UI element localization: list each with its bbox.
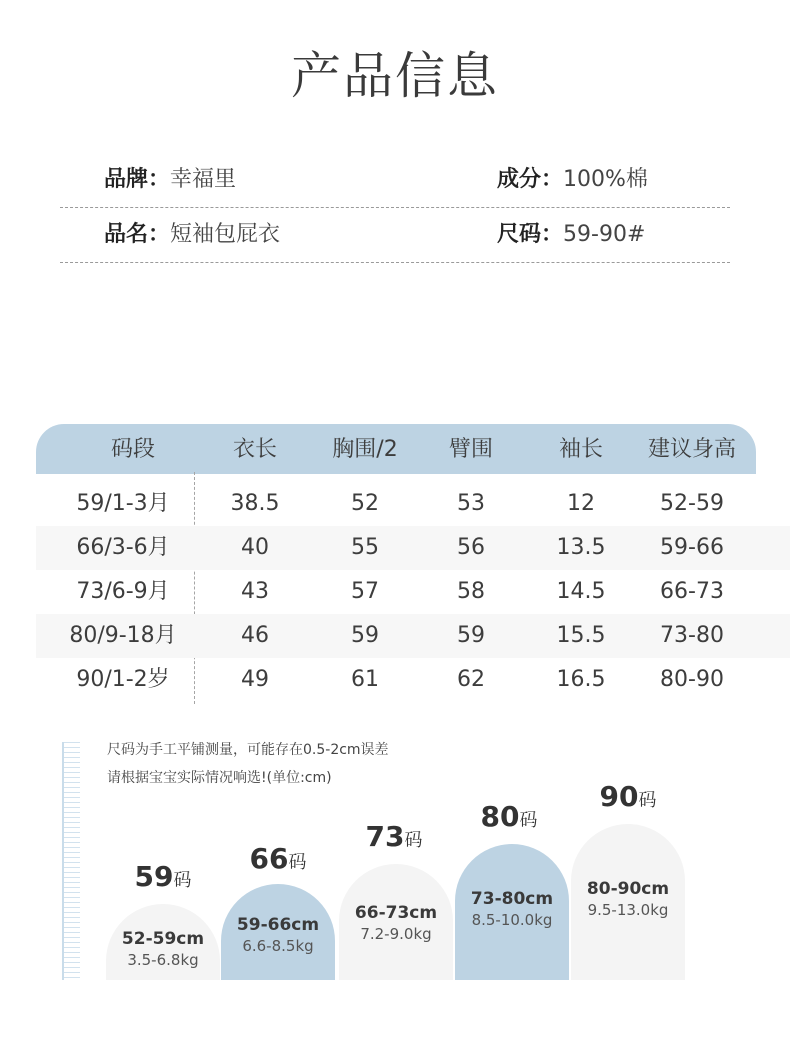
size-card-weight: 9.5-13.0kg [587,901,669,919]
table-cell: 57 [351,579,379,604]
table-cell: 66/3-6月 [76,535,170,560]
size-label [106,860,220,893]
page-title: 产品信息 [291,47,499,105]
size-number: 80 [480,800,520,833]
size-unit: 码 [173,870,192,891]
size-card-weight: 6.6-8.5kg [242,937,314,955]
table-cell: 66-73 [660,579,724,604]
selection-note: 请根据宝宝实际情况响选!(单位:cm) [107,770,332,786]
table-cell: 14.5 [556,579,606,604]
table-cell: 80/9-18月 [69,623,177,648]
table-cell: 73/6-9月 [76,579,170,604]
info-row [60,153,730,208]
table-row [36,526,790,570]
header-cell: 袖长 [558,437,603,462]
info-size [497,220,645,250]
table-cell: 38.5 [230,491,280,516]
table-cell: 73-80 [660,623,724,648]
size-unit: 码 [404,830,423,851]
size-label [452,800,566,833]
info-value: 短袖包屁衣 [170,222,281,247]
size-card [455,844,569,980]
table-cell: 46 [241,623,269,648]
table-cell: 59 [457,623,485,648]
table-cell: 53 [457,491,485,516]
size-card-height: 73-80cm [470,889,554,909]
table-cell: 59-66 [660,535,724,560]
header-cell: 码段 [110,437,155,462]
table-cell: 59 [351,623,379,648]
header-cell: 衣长 [232,437,277,462]
size-label [571,780,685,813]
table-cell: 16.5 [556,667,606,692]
size-table-header [36,424,756,474]
size-table [36,424,790,710]
size-label [337,820,451,853]
info-key: 尺码： [497,222,564,247]
table-cell: 80-90 [660,667,724,692]
size-number: 90 [599,780,639,813]
info-row [60,208,730,263]
table-cell: 12 [567,491,595,516]
size-unit: 码 [519,810,538,831]
info-value: 幸福里 [170,167,237,192]
info-key: 品名： [104,222,171,247]
table-cell: 61 [351,667,379,692]
info-key: 成分： [497,167,564,192]
size-card [221,884,335,980]
size-table-body [36,482,790,710]
table-cell: 56 [457,535,485,560]
table-cell: 15.5 [556,623,606,648]
table-cell: 58 [457,579,485,604]
size-card-weight: 8.5-10.0kg [471,911,553,929]
header-cell: 建议身高 [647,437,736,462]
table-cell: 40 [241,535,269,560]
header-cell: 臂围 [448,437,493,462]
table-row [36,482,790,526]
table-cell: 62 [457,667,485,692]
size-card-height: 66-73cm [354,903,438,923]
header-cell: 胸围/2 [332,437,398,462]
table-cell: 59/1-3月 [76,491,170,516]
info-material [497,165,648,195]
size-card [571,824,685,980]
size-card-weight: 7.2-9.0kg [360,925,432,943]
size-label [221,842,335,875]
info-value: 100%棉 [563,167,648,192]
size-card [339,864,453,980]
size-card [106,904,220,980]
size-unit: 码 [288,852,307,873]
size-card-height: 59-66cm [236,915,320,935]
size-number: 73 [365,820,405,853]
info-value: 59-90# [563,222,646,247]
size-card-weight: 3.5-6.8kg [127,951,199,969]
table-cell: 43 [241,579,269,604]
table-row [36,658,790,702]
info-key: 品牌： [104,167,171,192]
table-cell: 13.5 [556,535,606,560]
table-cell: 52 [351,491,379,516]
table-row [36,614,790,658]
info-brand [104,165,236,195]
table-cell: 52-59 [660,491,724,516]
table-row [36,570,790,614]
table-cell: 90/1-2岁 [76,667,170,692]
table-cell: 49 [241,667,269,692]
size-card-height: 80-90cm [586,879,670,899]
size-card-height: 52-59cm [121,929,205,949]
size-number: 66 [249,842,289,875]
ruler-decoration [62,742,80,980]
size-number: 59 [134,860,174,893]
table-cell: 55 [351,535,379,560]
measurement-note: 尺码为手工平铺测量，可能存在0.5-2cm误差 [107,742,389,758]
info-product-name [104,220,280,250]
size-unit: 码 [638,790,657,811]
